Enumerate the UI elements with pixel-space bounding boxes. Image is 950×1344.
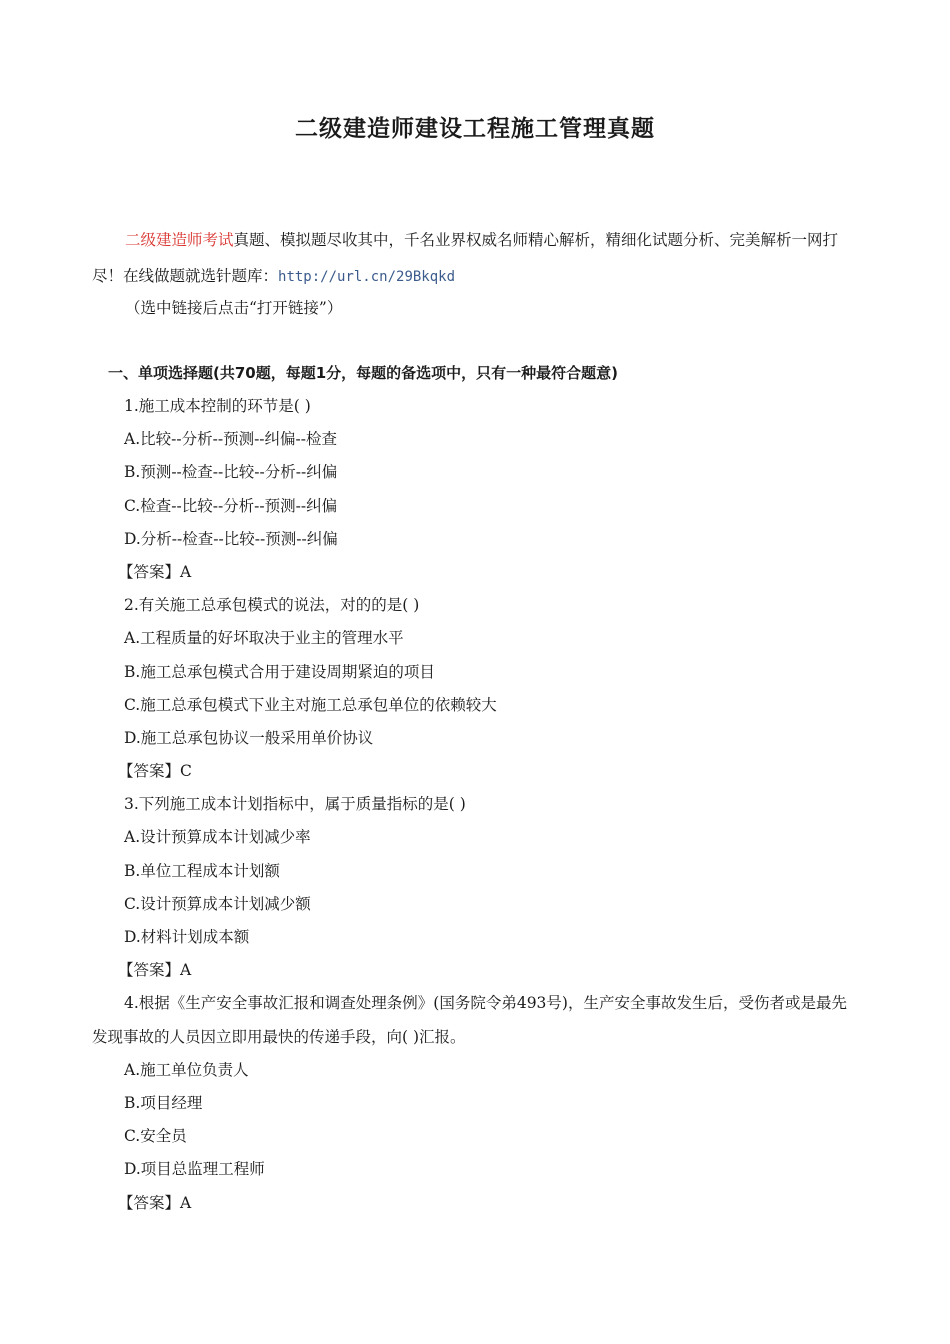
link-hint: （选中链接后点击“打开链接”） (125, 299, 343, 317)
exam-link-text[interactable]: 二级建造师考试 (125, 231, 234, 249)
option: C.检查--比较--分析--预测--纠偏 (124, 496, 338, 515)
answer: 【答案】A (118, 1193, 192, 1212)
option: D.材料计划成本额 (124, 928, 250, 946)
option: D.分析--检查--比较--预测--纠偏 (124, 529, 338, 548)
option: B.预测--检查--比较--分析--纠偏 (124, 463, 338, 482)
question-list (92, 390, 852, 1220)
option: C.施工总承包模式下业主对施工总承包单位的依赖较大 (124, 695, 497, 714)
question-stem: 4.根据《生产安全事故汇报和调查处理条例》(国务院令弟493号)，生产安全事故发生后，受伤者或是最先发现事故的人员因立即用最快的传递手段，向( )汇报。 (92, 994, 847, 1046)
answer: 【答案】A (118, 562, 192, 581)
question-stem: 2.有关施工总承包模式的说法，对的的是( ) (124, 596, 420, 615)
option: D.项目总监理工程师 (124, 1160, 265, 1179)
option: C.安全员 (124, 1127, 187, 1146)
option: A.工程质量的好坏取决于业主的管理水平 (124, 629, 404, 648)
answer: 【答案】A (118, 961, 192, 980)
question-bank-link[interactable]: http://url.cn/29Bkqkd (278, 269, 456, 285)
intro-text: 真题、模拟题尽收其中，千名业界权威名师精心解析，精细化试题分析、完美解析一网打尽！在线做题就选针题库： (92, 231, 839, 285)
option: A.施工单位负责人 (124, 1060, 249, 1079)
answer: 【答案】C (118, 762, 192, 781)
intro-paragraph (92, 222, 852, 295)
option: B.项目经理 (124, 1093, 203, 1112)
option: B.施工总承包模式合用于建设周期紧迫的项目 (124, 662, 435, 681)
option: B.单位工程成本计划额 (124, 861, 280, 880)
section-heading: 一、单项选择题(共70题，每题1分，每题的备选项中，只有一种最符合题意) (108, 364, 619, 382)
option: A.比较--分析--预测--纠偏--检查 (124, 430, 338, 449)
option: A.设计预算成本计划减少率 (124, 828, 311, 847)
question-stem: 1.施工成本控制的环节是( ) (124, 397, 311, 415)
option: C.设计预算成本计划减少额 (124, 894, 311, 913)
option: D.施工总承包协议一般采用单价协议 (124, 728, 374, 747)
question-stem: 3.下列施工成本计划指标中，属于质量指标的是( ) (124, 795, 466, 814)
page-title: 二级建造师建设工程施工管理真题 (295, 116, 655, 142)
